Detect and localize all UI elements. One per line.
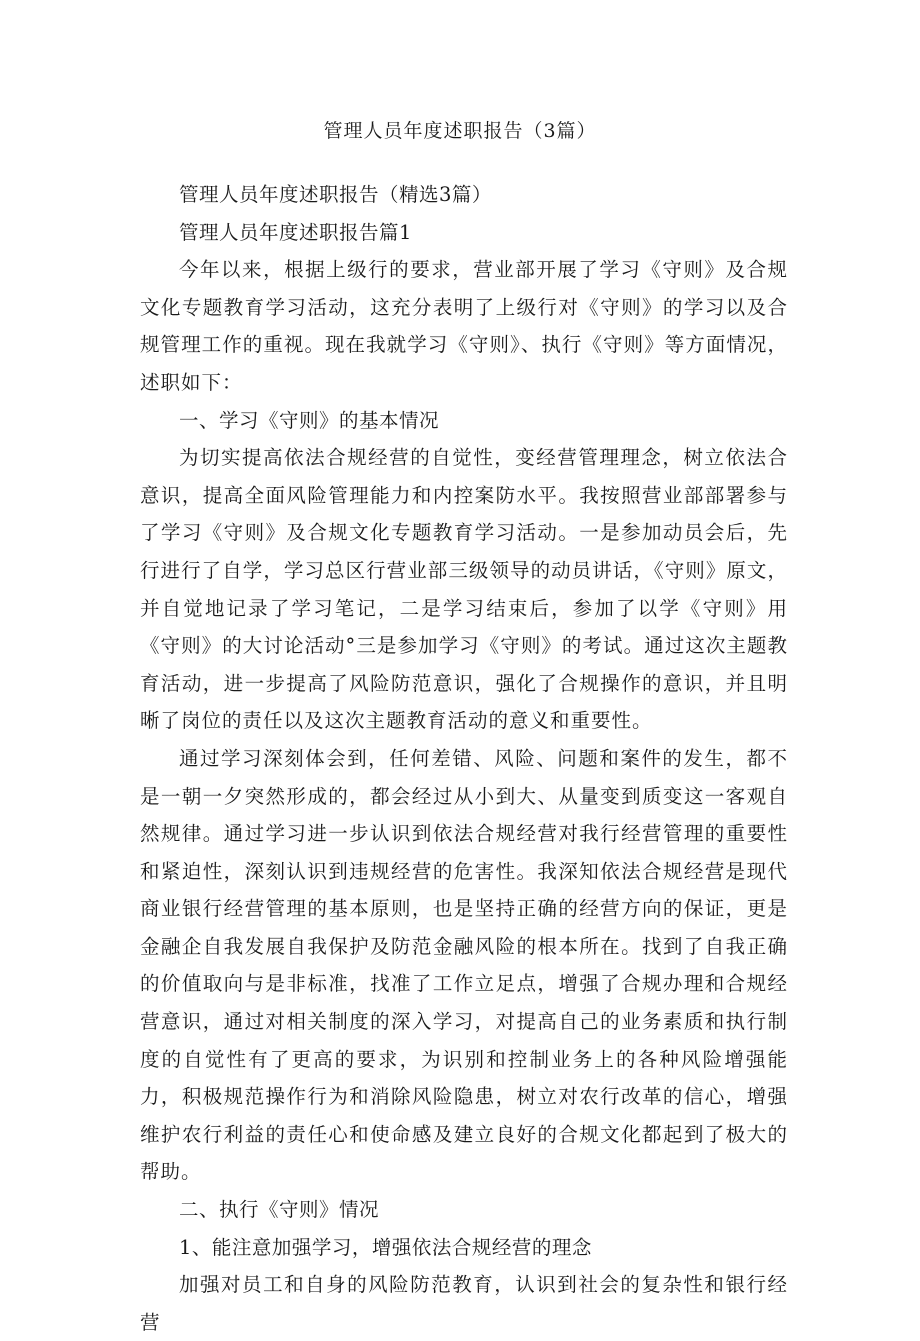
chapter-heading: 管理人员年度述职报告篇1 <box>179 220 412 244</box>
section-heading-1: 一、学习《守则》的基本情况 <box>179 408 440 432</box>
section-heading-2: 二、执行《守则》情况 <box>179 1198 380 1222</box>
paragraph-subsection-1: 加强对员工和自身的风险防范教育，认识到社会的复杂性和银行经营 <box>140 1273 788 1334</box>
paragraph-section-1: 为切实提高依法合规经营的自觉性，变经营管理理念，树立依法合意识，提高全面风险管理能力和内控案防水平。我按照营业部部署参与了学习《守则》及合规文化专题教育学习活动。一是参加动员会后，先行进行了自学，学习总区行营业部三级领导的动员讲话，《守则》原文，并自觉地记录了学习笔记，二是学习结束后，参加了以学《守则》用《守则》的大讨论活动°三是参加学习《守则》的考试。通过这次主题教育活动，进一步提高了风险防范意识，强化了合规操作的意识，并且明晰了岗位的责任以及这次主题教育活动的意义和重要性。 <box>140 446 788 733</box>
subsection-heading-1: 1、能注意加强学习，增强依法合规经营的理念 <box>179 1235 592 1259</box>
document-body <box>140 176 788 1341</box>
paragraph-intro: 今年以来，根据上级行的要求，营业部开展了学习《守则》及合规文化专题教育学习活动，这充分表明了上级行对《守则》的学习以及合规管理工作的重视。现在我就学习《守则》、执行《守则》等方面情况，述职如下： <box>140 258 788 394</box>
paragraph-reflection: 通过学习深刻体会到，任何差错、风险、问题和案件的发生，都不是一朝一夕突然形成的，都会经过从小到大、从量变到质变这一客观自然规律。通过学习进一步认识到依法合规经营对我行经营管理的重要性和紧迫性，深刻认识到违规经营的危害性。我深知依法合规经营是现代商业银行经营管理的基本原则，也是坚持正确的经营方向的保证，更是金融企自我发展自我保护及防范金融风险的根本所在。找到了自我正确的价值取向与是非标准，找准了工作立足点，增强了合规办理和合规经营意识，通过对相关制度的深入学习，对提高自己的业务素质和执行制度的自觉性有了更高的要求，为识别和控制业务上的各种风险增强能力，积极规范操作行为和消除风险隐患，树立对农行改革的信心，增强维护农行利益的责任心和使命感及建立良好的合规文化都起到了极大的帮助。 <box>140 746 788 1184</box>
document-title: 管理人员年度述职报告（3篇） <box>323 120 597 142</box>
document-subtitle: 管理人员年度述职报告（精选3篇） <box>179 183 492 206</box>
